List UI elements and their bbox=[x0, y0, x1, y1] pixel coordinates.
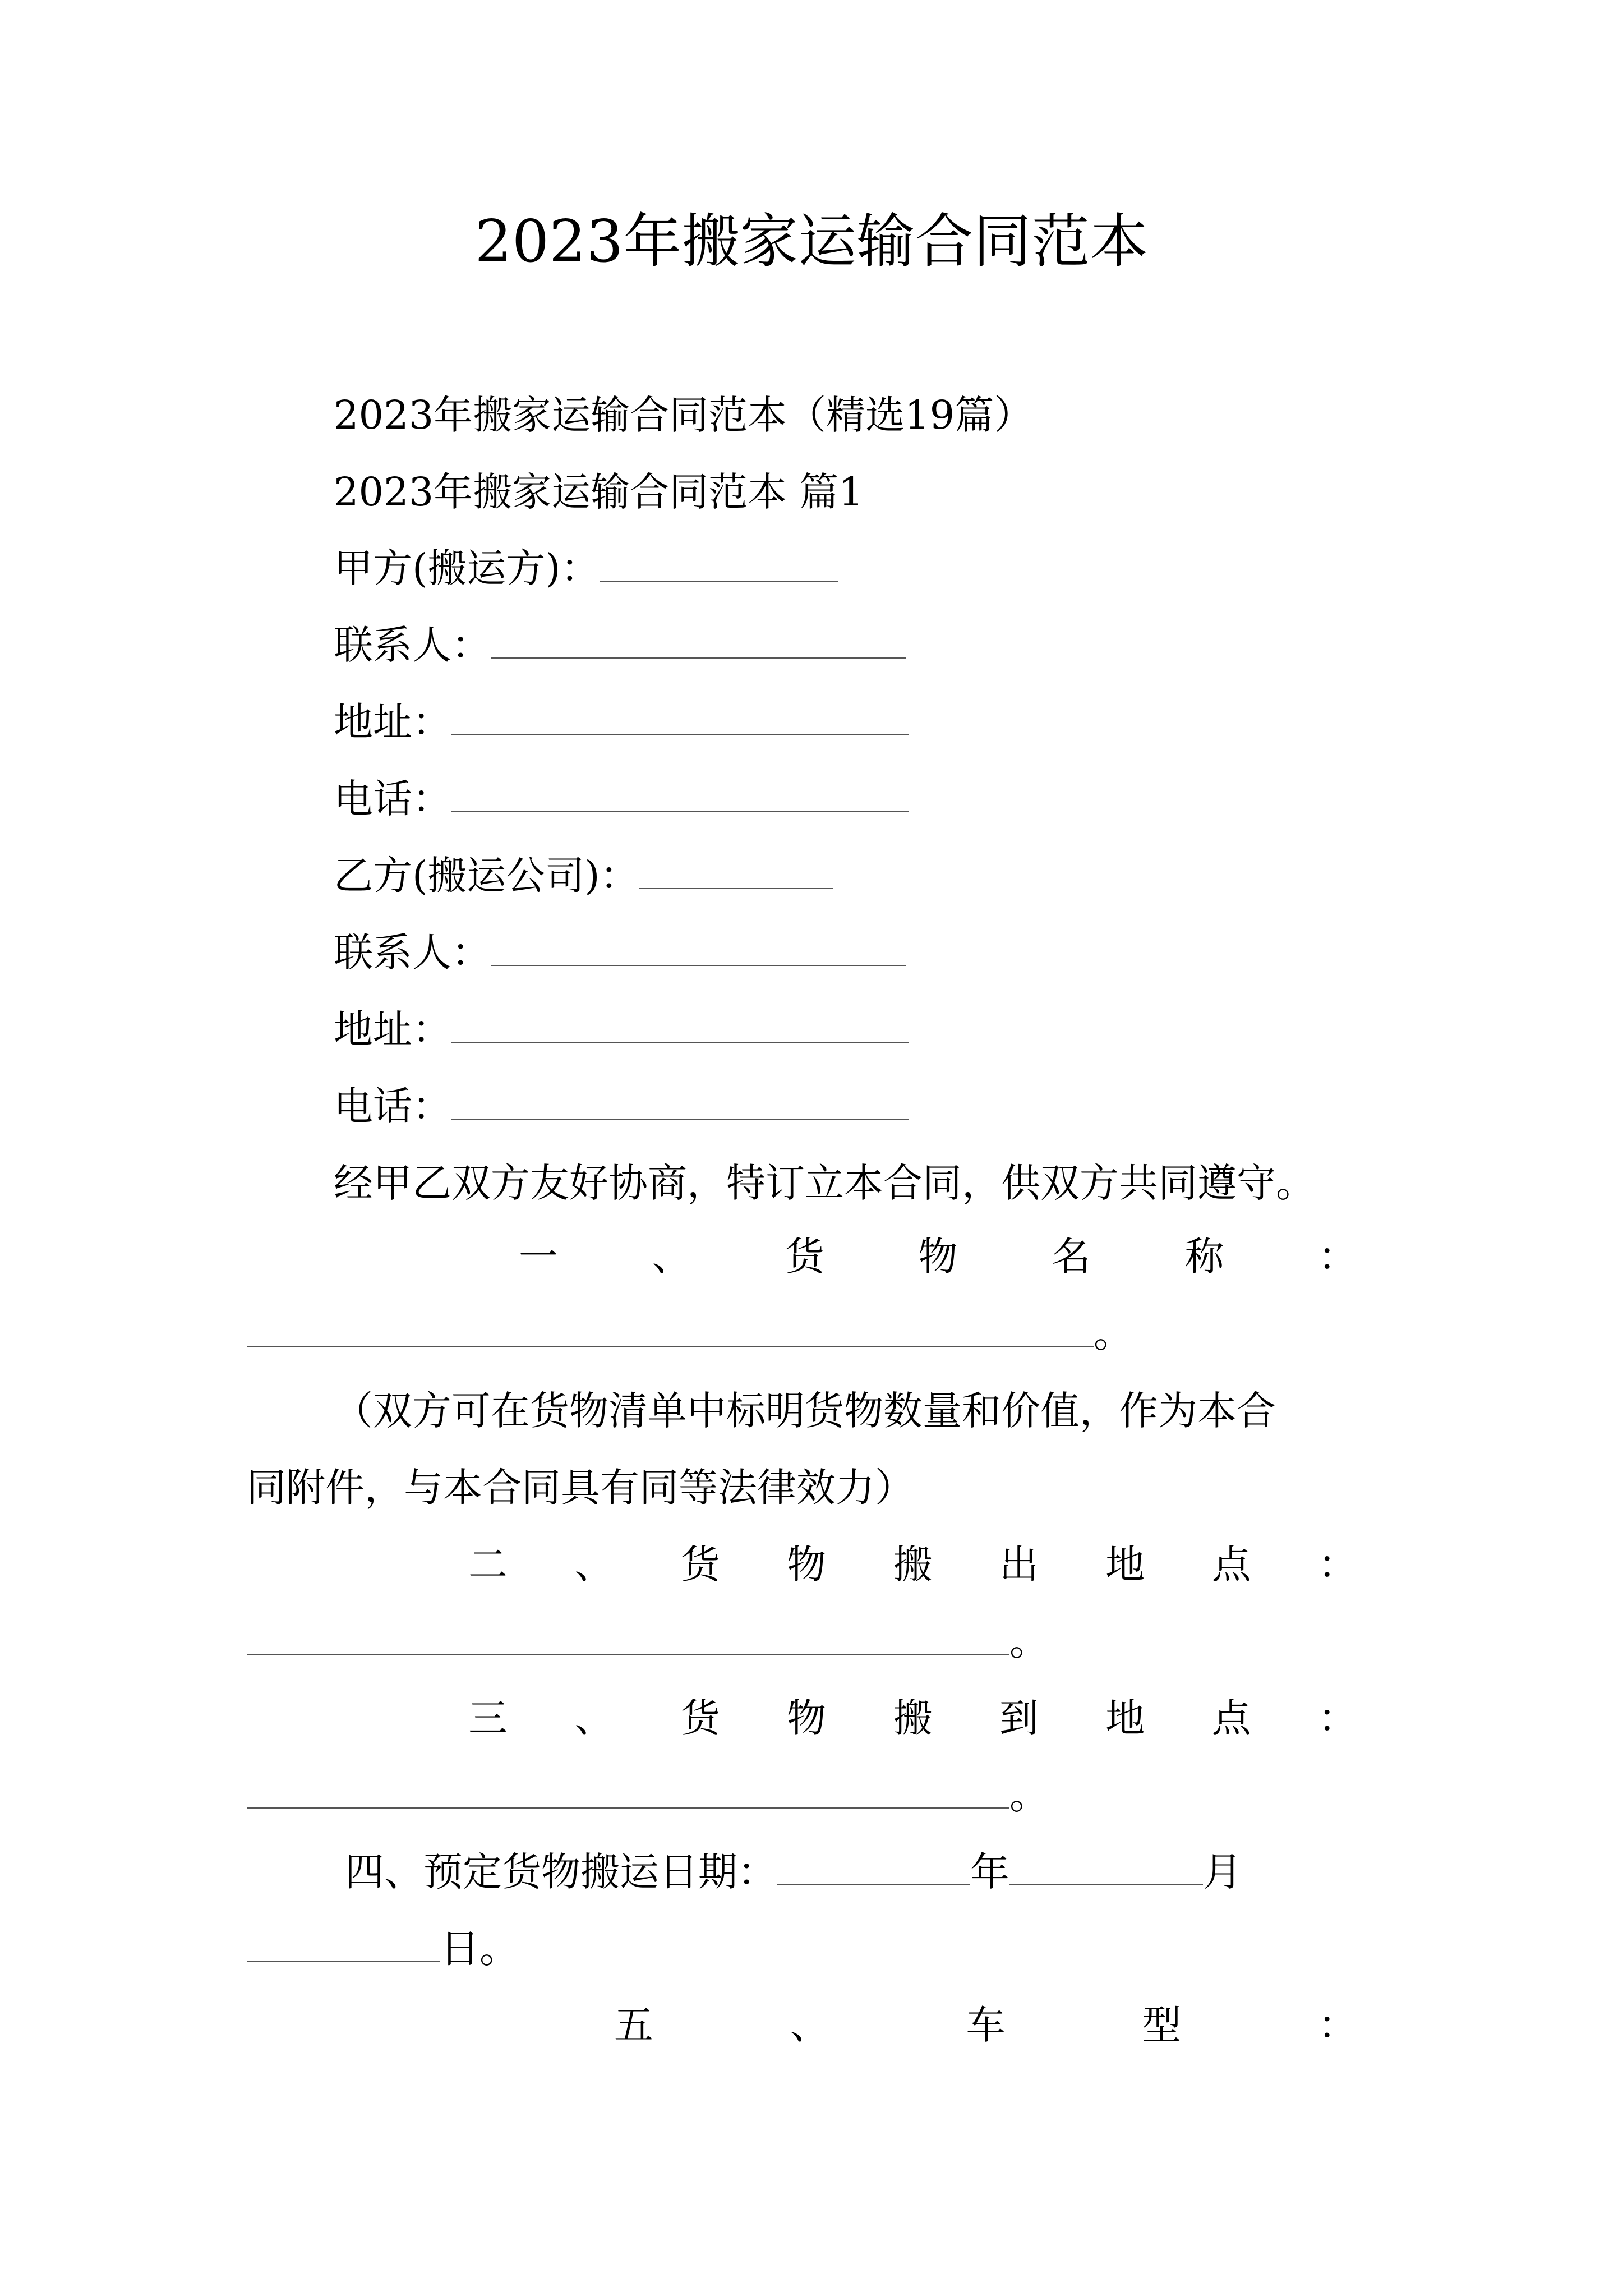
clause-3-char: 、 bbox=[574, 1695, 614, 1741]
party-b-contact-line bbox=[334, 922, 906, 983]
clause-3-char: 地 bbox=[1105, 1695, 1145, 1741]
clause-1-char: 物 bbox=[918, 1234, 958, 1280]
clause-4-day-blank[interactable] bbox=[247, 1922, 440, 1962]
clause-5-char: 五 bbox=[614, 2002, 653, 2048]
clause-4-month-blank[interactable] bbox=[1009, 1845, 1203, 1885]
clause-1-end: 。 bbox=[1094, 1310, 1133, 1356]
party-a-address-blank[interactable] bbox=[451, 695, 909, 735]
clause-1-note-line-1: （双方可在货物清单中标明货物数量和价值，作为本合 bbox=[334, 1388, 1276, 1434]
clause-2-char: 二 bbox=[468, 1542, 508, 1588]
clause-1-char: 称 bbox=[1184, 1234, 1224, 1280]
clause-5-heading bbox=[614, 1994, 1357, 2056]
clause-2-char: 搬 bbox=[893, 1542, 933, 1588]
document-subtitle: 2023年搬家运输合同范本（精选19篇） bbox=[334, 392, 1034, 438]
party-a-line bbox=[334, 537, 838, 599]
intro-paragraph: 经甲乙双方友好协商，特订立本合同，供双方共同遵守。 bbox=[334, 1160, 1315, 1206]
party-b-address-blank[interactable] bbox=[451, 1002, 909, 1043]
party-a-address-line bbox=[334, 691, 909, 753]
clause-3-char: 点 bbox=[1211, 1695, 1251, 1741]
clause-4-label: 四、预定货物搬运日期： bbox=[345, 1849, 777, 1895]
document-title: 2023年搬家运输合同范本 bbox=[474, 207, 1149, 275]
clause-3-char: 货 bbox=[680, 1695, 720, 1741]
clause-2-end: 。 bbox=[1009, 1618, 1049, 1664]
party-a-contact-blank[interactable] bbox=[491, 618, 906, 659]
clause-3-char: 搬 bbox=[893, 1695, 933, 1741]
clause-3-char: 到 bbox=[999, 1695, 1039, 1741]
party-a-blank[interactable] bbox=[600, 541, 838, 582]
clause-3-end: 。 bbox=[1009, 1772, 1049, 1818]
party-a-phone-blank[interactable] bbox=[451, 772, 909, 812]
clause-1-note-line-2: 同附件，与本合同具有同等法律效力） bbox=[247, 1465, 914, 1511]
party-b-phone-label: 电话： bbox=[334, 1083, 451, 1129]
clause-2-char: 货 bbox=[680, 1542, 720, 1588]
clause-3-answer-line bbox=[247, 1764, 1049, 1826]
section-heading: 2023年搬家运输合同范本 篇1 bbox=[334, 469, 864, 515]
clause-1-char: 、 bbox=[652, 1234, 691, 1280]
clause-5-char: 车 bbox=[966, 2002, 1006, 2048]
clause-1-char: 货 bbox=[785, 1234, 824, 1280]
clause-5-char: ： bbox=[1318, 2002, 1357, 2048]
clause-3-heading bbox=[468, 1687, 1357, 1749]
clause-4-line bbox=[345, 1841, 1242, 1903]
party-a-address-label: 地址： bbox=[334, 699, 451, 745]
clause-1-heading bbox=[519, 1226, 1357, 1287]
party-b-label: 乙方(搬运公司)： bbox=[334, 853, 639, 899]
party-a-phone-label: 电话： bbox=[334, 776, 451, 822]
clause-3-char: ： bbox=[1318, 1695, 1357, 1741]
party-a-contact-label: 联系人： bbox=[334, 622, 491, 668]
party-a-phone-line bbox=[334, 768, 909, 830]
clause-1-char: ： bbox=[1318, 1234, 1357, 1280]
clause-5-char: 、 bbox=[790, 2002, 829, 2048]
clause-2-heading bbox=[468, 1534, 1357, 1595]
clause-4-day: 日。 bbox=[440, 1926, 519, 1972]
clause-4-year: 年 bbox=[970, 1849, 1009, 1895]
clause-1-answer-line bbox=[247, 1303, 1133, 1364]
party-b-blank[interactable] bbox=[639, 849, 833, 889]
party-b-phone-blank[interactable] bbox=[451, 1079, 909, 1120]
clause-1-char: 名 bbox=[1052, 1234, 1091, 1280]
clause-2-char: 出 bbox=[999, 1542, 1039, 1588]
clause-2-char: 物 bbox=[787, 1542, 827, 1588]
clause-2-blank[interactable] bbox=[247, 1614, 1009, 1655]
clause-2-char: 、 bbox=[574, 1542, 614, 1588]
clause-2-answer-line bbox=[247, 1611, 1049, 1672]
clause-1-blank[interactable] bbox=[247, 1306, 1094, 1347]
clause-3-char: 物 bbox=[787, 1695, 827, 1741]
party-b-phone-line bbox=[334, 1075, 909, 1137]
clause-4-year-blank[interactable] bbox=[777, 1845, 970, 1885]
clause-1-char: 一 bbox=[519, 1234, 558, 1280]
clause-3-blank[interactable] bbox=[247, 1768, 1009, 1809]
clause-5-char: 型 bbox=[1142, 2002, 1182, 2048]
party-b-contact-label: 联系人： bbox=[334, 930, 491, 976]
party-b-address-label: 地址： bbox=[334, 1006, 451, 1052]
clause-2-char: 地 bbox=[1105, 1542, 1145, 1588]
party-b-address-line bbox=[334, 999, 909, 1060]
clause-2-char: 点 bbox=[1211, 1542, 1251, 1588]
party-a-label: 甲方(搬运方)： bbox=[334, 545, 600, 591]
party-b-contact-blank[interactable] bbox=[491, 926, 906, 966]
clause-3-char: 三 bbox=[468, 1695, 508, 1741]
clause-2-char: ： bbox=[1318, 1542, 1357, 1588]
party-b-line bbox=[334, 845, 833, 907]
clause-4-day-line bbox=[247, 1918, 519, 1980]
clause-4-month: 月 bbox=[1203, 1849, 1242, 1895]
party-a-contact-line bbox=[334, 614, 906, 676]
